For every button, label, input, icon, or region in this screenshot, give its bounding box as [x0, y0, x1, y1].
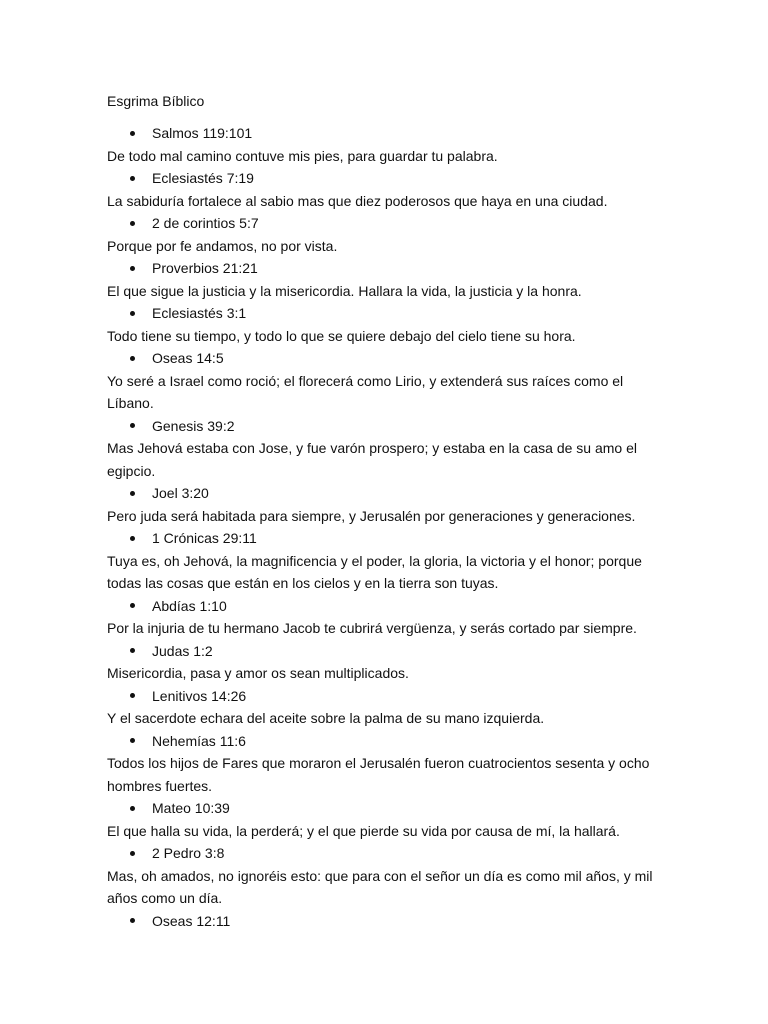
verse-reference: [107, 842, 667, 865]
bullet-icon: [130, 806, 135, 811]
reference-label: Nehemías 11:6: [152, 732, 246, 749]
verse-text: La sabiduría fortalece al sabio mas que diez poderosos que haya en una ciudad.: [107, 192, 608, 209]
verse-text: Porque por fe andamos, no por vista.: [107, 237, 338, 254]
bullet-icon: [130, 356, 135, 361]
verse-reference: [107, 910, 667, 933]
verse-text: El que halla su vida, la perderá; y el que pierde su vida por causa de mí, la hallará.: [107, 822, 620, 839]
bullet-icon: [130, 648, 135, 653]
verse-text: Todo tiene su tiempo, y todo lo que se quiere debajo del cielo tiene su hora.: [107, 327, 576, 344]
verse-reference: [107, 415, 667, 438]
verse-reference: [107, 167, 667, 190]
list-item: [107, 167, 667, 212]
reference-label: Judas 1:2: [152, 642, 213, 659]
bullet-icon: [130, 918, 135, 923]
verse-reference: [107, 797, 667, 820]
document-page: [107, 90, 667, 932]
document-title: Esgrima Bíblico: [107, 93, 205, 109]
verse-text: Tuya es, oh Jehová, la magnificencia y el poder, la gloria, la victoria y el honor; porque todas las cosas que están en los cielos y en la tierra son tuyas.: [107, 552, 642, 591]
verse-reference: [107, 212, 667, 235]
reference-label: Eclesiastés 3:1: [152, 305, 247, 321]
reference-label: 2 Pedro 3:8: [152, 845, 225, 861]
verse-reference: [107, 685, 667, 708]
reference-label: Eclesiastés 7:19: [152, 170, 254, 186]
verse-text: Todos los hijos de Fares que moraron el Jerusalén fueron cuatrocientos sesenta y ocho hombres fuertes.: [107, 755, 650, 794]
list-item: [107, 212, 667, 257]
verse-text: El que sigue la justicia y la misericordia. Hallara la vida, la justicia y la honra.: [107, 282, 582, 299]
verse-reference: [107, 595, 667, 618]
list-item: [107, 730, 667, 798]
list-item: [107, 122, 667, 167]
list-item: [107, 910, 667, 933]
bullet-icon: [130, 693, 135, 698]
verse-reference: [107, 302, 667, 325]
verse-reference: [107, 482, 667, 505]
verse-text: Por la injuria de tu hermano Jacob te cubrirá vergüenza, y serás cortado par siempre.: [107, 620, 637, 636]
verse-reference: [107, 347, 667, 370]
list-item: [107, 595, 667, 640]
list-item: [107, 527, 667, 595]
bullet-icon: [130, 491, 135, 496]
bullet-icon: [130, 738, 135, 743]
bullet-icon: [130, 311, 135, 316]
verse-reference: [107, 730, 667, 753]
bullet-icon: [130, 536, 135, 541]
bullet-icon: [130, 221, 135, 226]
bullet-icon: [130, 603, 135, 608]
entry-list: [107, 122, 667, 932]
reference-label: Lenitivos 14:26: [152, 687, 247, 704]
bullet-icon: [130, 266, 135, 271]
verse-reference: [107, 122, 667, 145]
bullet-icon: [130, 851, 135, 856]
reference-label: Oseas 14:5: [152, 350, 224, 366]
verse-reference: [107, 640, 667, 663]
list-item: [107, 302, 667, 347]
reference-label: Oseas 12:11: [152, 912, 231, 929]
bullet-icon: [130, 176, 135, 181]
bullet-icon: [130, 131, 135, 136]
list-item: [107, 685, 667, 730]
list-item: [107, 415, 667, 483]
bullet-icon: [130, 423, 135, 428]
list-item: [107, 482, 667, 527]
reference-label: Mateo 10:39: [152, 800, 230, 816]
verse-text: Pero juda será habitada para siempre, y Jerusalén por generaciones y generaciones.: [107, 507, 636, 524]
reference-label: 2 de corintios 5:7: [152, 215, 259, 231]
list-item: [107, 797, 667, 842]
list-item: [107, 640, 667, 685]
verse-text: Mas, oh amados, no ignoréis esto: que para con el señor un día es como mil años, y mil años como un día.: [107, 867, 653, 906]
list-item: [107, 257, 667, 302]
verse-text: Y el sacerdote echara del aceite sobre la palma de su mano izquierda.: [107, 710, 545, 726]
verse-text: Misericordia, pasa y amor os sean multiplicados.: [107, 665, 409, 681]
reference-label: Proverbios 21:21: [152, 260, 258, 276]
reference-label: Genesis 39:2: [152, 417, 235, 434]
reference-label: 1 Crónicas 29:11: [152, 530, 257, 546]
verse-reference: [107, 527, 667, 550]
verse-text: Yo seré a Israel como roció; el florecerá como Lirio, y extenderá sus raíces como el Líbano.: [107, 372, 624, 411]
verse-text: Mas Jehová estaba con Jose, y fue varón prospero; y estaba en la casa de su amo el egipcio.: [107, 440, 637, 479]
reference-label: Abdías 1:10: [152, 597, 227, 614]
list-item: [107, 347, 667, 415]
verse-reference: [107, 257, 667, 280]
verse-text: De todo mal camino contuve mis pies, para guardar tu palabra.: [107, 147, 498, 164]
reference-label: Salmos 119:101: [152, 125, 253, 141]
list-item: [107, 842, 667, 910]
reference-label: Joel 3:20: [152, 485, 209, 501]
